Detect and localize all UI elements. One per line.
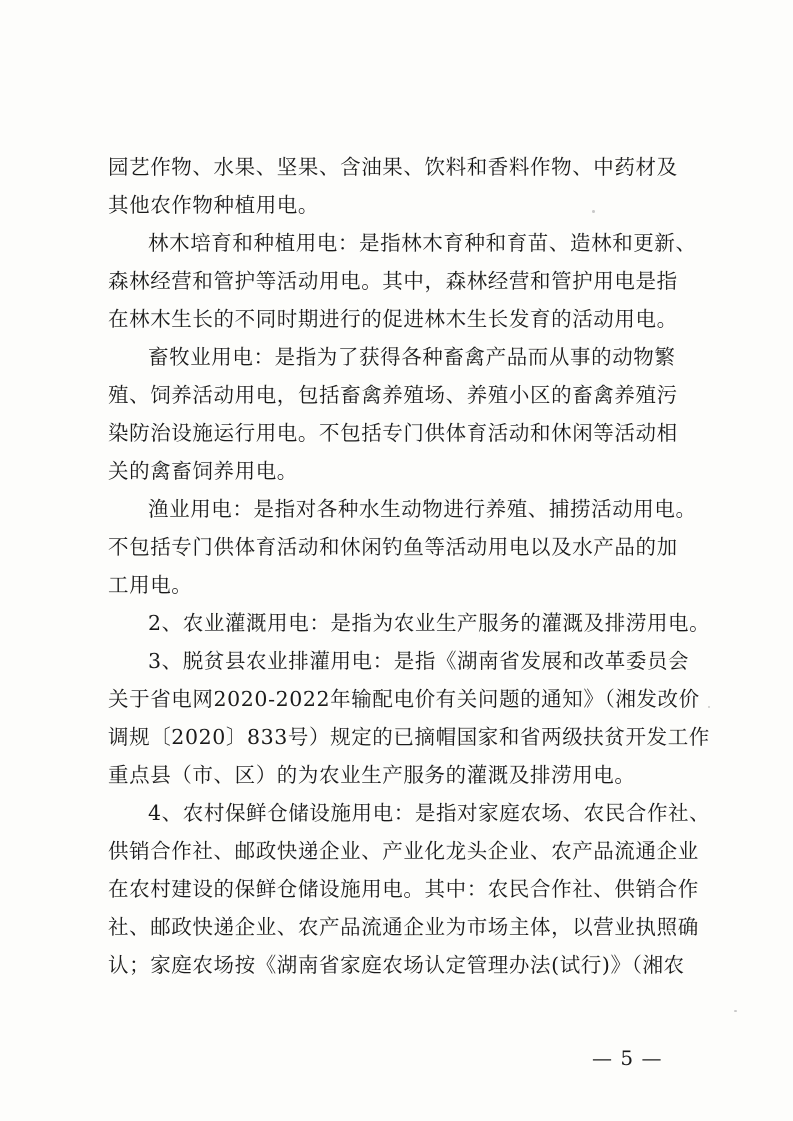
text-line: 在林木生长的不同时期进行的促进林木生长发育的活动用电。 bbox=[108, 307, 678, 331]
text-line: 2、农业灌溉用电：是指为农业生产服务的灌溉及排涝用电。 bbox=[148, 611, 711, 635]
text-line: 殖、饲养活动用电，包括畜禽养殖场、养殖小区的畜禽养殖污 bbox=[108, 383, 678, 407]
text-line: 关的禽畜饲养用电。 bbox=[108, 459, 298, 483]
text-line: 4、农村保鲜仓储设施用电：是指对家庭农场、农民合作社、 bbox=[148, 801, 711, 825]
text-line: 3、脱贫县农业排灌用电：是指《湖南省发展和改革委员会 bbox=[148, 649, 690, 673]
text-line: 认；家庭农场按《湖南省家庭农场认定管理办法(试行)》（湘农 bbox=[108, 953, 685, 977]
text-line: 林木培育和种植用电：是指林木育种和育苗、造林和更新、 bbox=[148, 231, 697, 255]
text-line: 重点县（市、区）的为农业生产服务的灌溉及排涝用电。 bbox=[108, 763, 636, 787]
text-line: 工用电。 bbox=[108, 573, 193, 597]
text-line: 社、邮政快递企业、农产品流通企业为市场主体，以营业执照确 bbox=[108, 915, 699, 939]
document-body bbox=[108, 148, 711, 984]
text-line: 染防治设施运行用电。不包括专门供体育活动和休闲等活动相 bbox=[108, 421, 678, 445]
text-line: 调规〔2020〕833号）规定的已摘帽国家和省两级扶贫开发工作 bbox=[108, 725, 710, 749]
text-line: 畜牧业用电：是指为了获得各种畜禽产品而从事的动物繁 bbox=[148, 345, 676, 369]
text-line: 渔业用电：是指对各种水生动物进行养殖、捕捞活动用电。 bbox=[148, 497, 697, 521]
text-line: 森林经营和管护等活动用电。其中，森林经营和管护用电是指 bbox=[108, 269, 678, 293]
text-line: 园艺作物、水果、坚果、含油果、饮料和香料作物、中药材及 bbox=[108, 155, 678, 179]
page-number: — 5 — bbox=[592, 1046, 663, 1070]
scan-speck bbox=[734, 1010, 737, 1012]
text-line: 供销合作社、邮政快递企业、产业化龙头企业、农产品流通企业 bbox=[108, 839, 699, 863]
text-line: 在农村建设的保鲜仓储设施用电。其中：农民合作社、供销合作 bbox=[108, 877, 699, 901]
scan-speck bbox=[592, 210, 595, 213]
text-line: 其他农作物种植用电。 bbox=[108, 193, 319, 217]
text-line: 不包括专门供体育活动和休闲钓鱼等活动用电以及水产品的加 bbox=[108, 535, 678, 559]
scan-speck bbox=[708, 706, 710, 708]
text-line: 关于省电网2020-2022年输配电价有关问题的通知》（湘发改价 bbox=[108, 687, 700, 711]
